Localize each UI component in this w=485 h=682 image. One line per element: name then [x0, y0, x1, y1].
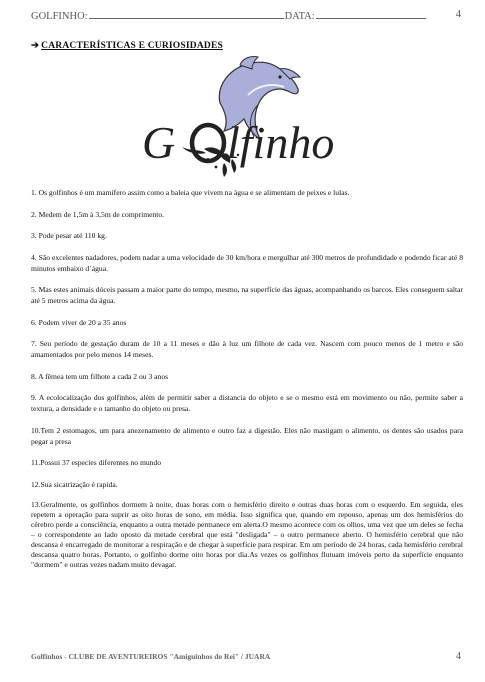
date-label: DATA: — [284, 11, 315, 22]
name-label: GOLFINHO: — [31, 11, 88, 22]
golfinho-logo — [120, 55, 360, 180]
logo-text-lfinho: lfinho — [227, 117, 335, 168]
list-item: 1. Os golfinhos é um mamífero assim como a baleia que vivem na água e se alimentam de peixes e lulas. — [31, 188, 350, 197]
page-footer — [31, 652, 461, 661]
name-blank-line — [89, 9, 284, 19]
facts-list — [31, 187, 463, 581]
section-title: CARACTERÍSTICAS E CURIOSIDADES — [41, 41, 223, 51]
list-item: 5. Mas estes animais dóceis passam a maior parte do tempo, mesmo, na superfície das águas, acompanhando os barcos. Eles conseguem saltar até 5 metros acima da água. — [31, 285, 463, 305]
date-blank-line — [316, 9, 426, 19]
list-item: 11.Possui 37 especies diferentes no mundo — [31, 458, 162, 467]
arrow-icon: ➔ — [31, 41, 40, 51]
list-item: 7. Seu período de gestação duram de 10 a 11 meses e dão à luz um filhote de cada vez. Nascem com pouco menos de 1 metro e são amamentados por pelo menos 14 meses. — [31, 339, 463, 359]
list-item: 9. A ecolocalização dos golfinhos, além de permitir saber a distancia do objeto e se o mesmo está em movimento ou não, permite saber a textura, a densidade e o tamanho do objeto ou presa. — [31, 393, 463, 413]
footer-page-number: 4 — [456, 651, 461, 662]
list-item: 6. Podem viver de 20 a 35 anos — [31, 317, 127, 327]
list-item: 13.Geralmente, os golfinhos dormem à noite, duas horas com o hemisfério direito e outras duas horas com o esquerdo. Em seguida, eles repetem a operação para suprir as oito horas de sono, em média. Isso significa que, quando em repouso, apenas um dos hemisférios do cérebro perde a consciência, enquanto a outra metade permanece em alerta.O mesmo acontece com os olhos, uma vez que um deles se fecha – o correspondente ao lado oposto da metade cerebral que está "desligada" – o outro permanece aberto. O hemisfério cerebral que não descansa é encarregado de monitorar a respiração e de chegar à superfície para respirar. Em um período de 24 horas, cada hemisfério cerebral descansa quatro horas. Portanto, o golfinho dorme oito horas por dia.As vezes os golfinhos flutuam imóveis perto da superfície enquanto "dormem" e outras vezes nadam muito devagar. — [31, 500, 463, 569]
list-item: 8. A fêmea tem um filhote a cada 2 ou 3 anos — [31, 371, 169, 381]
list-item: 10.Tem 2 estomagos, um para anezenamento de alimento e outro faz a digestão. Eles não mastigam o alimento, os dentes são usados para pegar a presa — [31, 425, 463, 446]
logo-text-g: G — [142, 117, 176, 168]
list-item: 3. Pode pesar até 110 kg. — [31, 231, 107, 240]
list-item: 4. São excelentes nadadores, podem nadar a uma velocidade de 30 km/hora e mergulhar até 300 metros de profundidade e podendo ficar até 8 minutos embaixo d´água. — [31, 252, 463, 273]
section-heading — [31, 40, 223, 51]
footer-text: Golfinhos - CLUBE DE AVENTUREIROS "Amiguinhos do Rei" / JUARA — [31, 652, 271, 661]
list-item: 12.Sua sicatrização é rapida. — [31, 479, 118, 489]
logo-letter-o — [192, 125, 224, 161]
header-page-number: 4 — [455, 9, 461, 20]
page-header — [31, 9, 461, 22]
list-item: 2. Medem de 1,5m à 3,5m de comprimento. — [31, 209, 165, 219]
